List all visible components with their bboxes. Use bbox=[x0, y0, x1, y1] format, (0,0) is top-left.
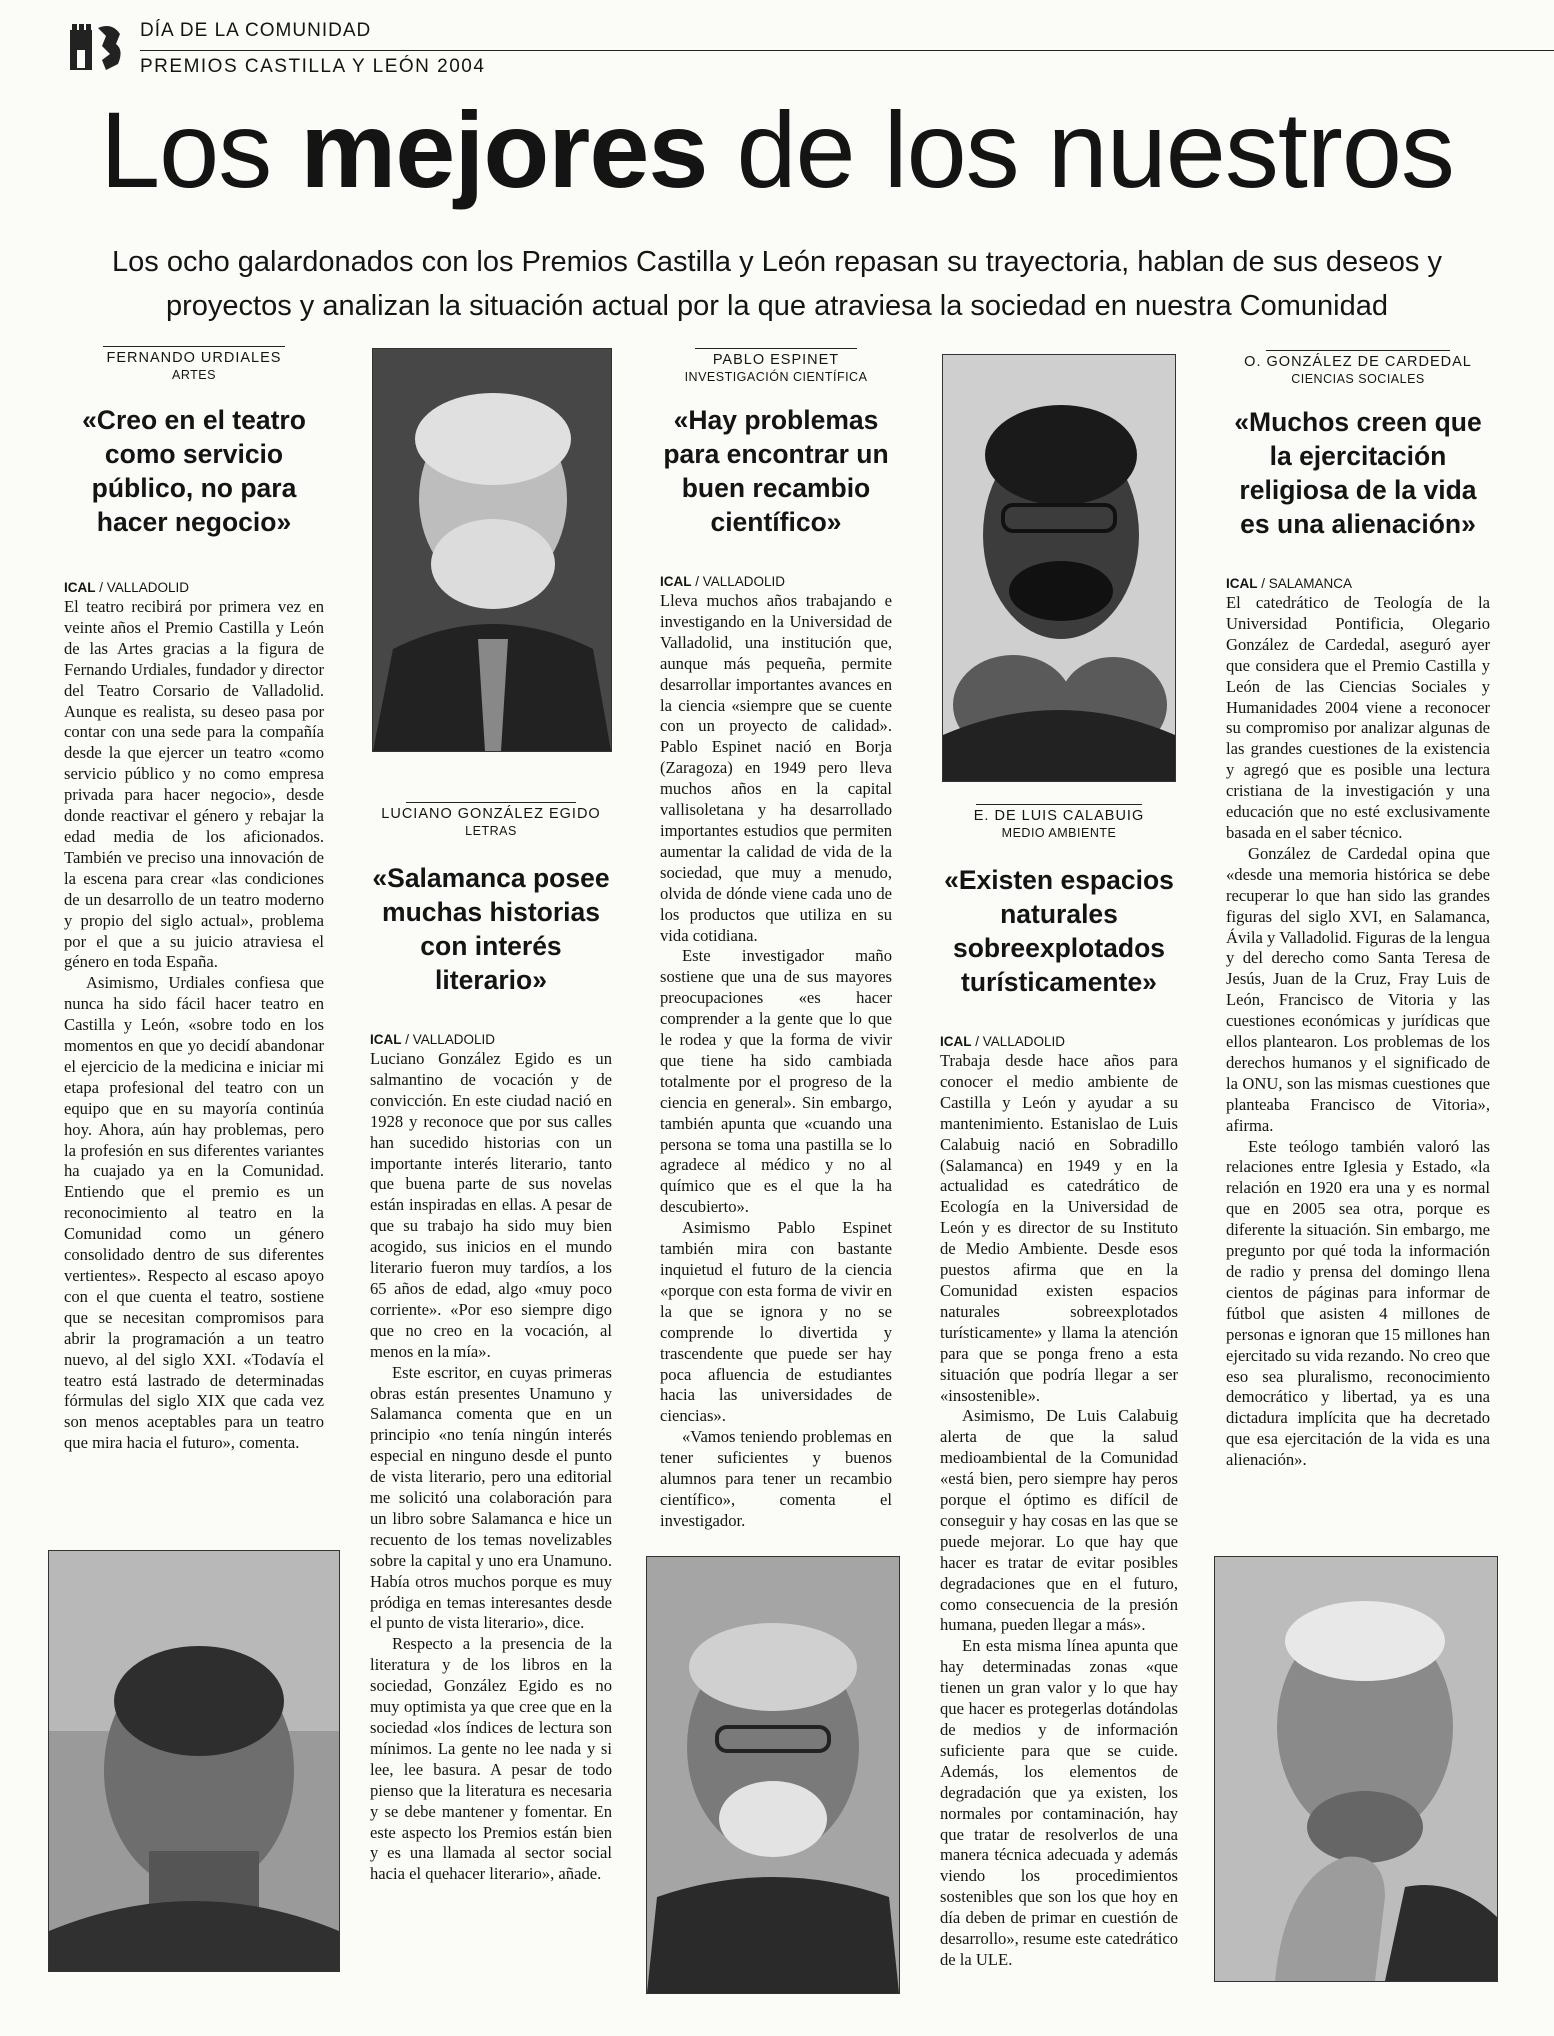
article-paragraph: En esta misma línea apunta que hay determinadas zonas «que tienen un gran valor y lo que hay que hacer es protegerlas dotándolas de medios y de información suficiente para que se cuide. Además, los elementos de degradación que ya existen, los normales por contaminación, hay que tratar de resolverlos de una manera técnica adecuada y además viendo los procedimientos sostenibles que son los que hoy en día deben de primar en cuestión de desarrollo», resume este catedrático de la ULE. bbox=[940, 1636, 1178, 1969]
article-paragraph: Trabaja desde hace años para conocer el medio ambiente de Castilla y León y ayudar a su mantenimiento. Estanislao de Luis Calabuig nació en Sobradillo (Salamanca) en 1949 y en la actualidad es catedrático de Ecología en la Universidad de León y es director de su Instituto de Medio Ambiente. Desde esos puestos afirma que en la Comunidad existen espacios naturales sobreexplotados turísticamente» y llama la atención para que se ponga freno a esta situación que podría llegar a ser «insostenible». bbox=[940, 1051, 1178, 1405]
dateline-agency: ICAL bbox=[1226, 576, 1258, 591]
article-paragraph: Asimismo Pablo Espinet también mira con bastante inquietud el futuro de la ciencia «porque con esta forma de vivir en la que se ignora y no se comprende lo divertida y trascendente que puede ser hay poca afluencia de estudiantes hacia las universidades de ciencias». bbox=[660, 1218, 892, 1426]
section-subtitle: PREMIOS CASTILLA Y LEÓN 2004 bbox=[140, 56, 486, 77]
dateline-agency: ICAL bbox=[660, 574, 692, 589]
photo-e-de-luis-calabuig bbox=[942, 354, 1176, 782]
pull-quote: «Hay problemas para encontrar un buen recambio científico» bbox=[663, 405, 889, 537]
byline-category: ARTES bbox=[172, 368, 216, 382]
page-headline bbox=[0, 89, 1554, 210]
article-paragraph: Lleva muchos años trabajando e investigando en la Universidad de Valladolid, una institución que, aunque más pequeña, permite desarrollar importantes avances en la ciencia «siempre que se cuente con un proyecto de calidad». Pablo Espinet nació en Borja (Zaragoza) en 1949 pero lleva muchos años en la capital vallisoletana y ha desarrollado importantes estudios que permiten aumentar la calidad de vida de la sociedad, que muy a menudo, olvida de dónde viene cada uno de los productos que utiliza en su vida cotidiana. bbox=[660, 591, 892, 945]
article-cardedal bbox=[1226, 350, 1490, 1471]
article-paragraph: Este teólogo también valoró las relaciones entre Iglesia y Estado, «la relación en 1920 era una y es normal que en 2005 sea otra, porque es diferente la situación. Sin embargo, me pregunto por qué toda la información de radio y prensa del domingo llena cientos de páginas para informar de fútbol que asisten 4 millones de personas e ignoran que 15 millones han ejercitado su vida rezando. No creo que eso sea pluralismo, reconocimiento democrático y libertad, ya es una dictadura implícita que ha decretado que esa ejercitación de la vida es una alienación». bbox=[1226, 1136, 1490, 1470]
castilla-leon-logo-icon bbox=[68, 20, 130, 74]
article-paragraph: Asimismo, De Luis Calabuig alerta de que la salud medioambiental de la Comunidad «está bien, pero siempre hay peros porque el óptimo es difícil de conseguir y hay cosas en las que se puede mejorar. Lo que hay que hacer es tratar de evitar posibles degradaciones que en el futuro, como consecuencia de la presión humana, pueden llegar a más». bbox=[940, 1406, 1178, 1635]
dateline-place: SALAMANCA bbox=[1268, 576, 1353, 591]
photo-pablo-espinet bbox=[646, 1556, 900, 1994]
byline-name bbox=[660, 348, 892, 369]
byline-text: PABLO ESPINET bbox=[712, 352, 840, 368]
byline-category: CIENCIAS SOCIALES bbox=[1291, 372, 1425, 386]
header-rule bbox=[140, 50, 1554, 51]
byline-name bbox=[370, 802, 612, 823]
dateline: ICAL / VALLADOLID bbox=[370, 1032, 496, 1047]
byline-category: LETRAS bbox=[465, 824, 517, 838]
page-header bbox=[68, 14, 1554, 76]
dateline-place: VALLADOLID bbox=[702, 574, 786, 589]
deck-text: Los ocho galardonados con los Premios Castilla y León repasan su trayectoria, hablan de sus deseos y proyectos y analizan la situación actual por la que atraviesa la sociedad en nuestra Comunidad bbox=[112, 246, 1442, 322]
byline-name bbox=[1226, 350, 1490, 371]
article-paragraph: El teatro recibirá por primera vez en veinte años el Premio Castilla y León de las Artes gracias a la figura de Fernando Urdiales, fundador y director del Teatro Corsario de Valladolid. Aunque es realista, su deseo pasa por contar con una sede para la compañía desde la que ejercer un teatro «como servicio público y no como empresa privada para hacer negocio», desde donde reactivar el género y rebajar la edad media de los aficionados. También ve preciso una innovación de la escena para crear «las condiciones de un desarrollo de un teatro moderno y propio del siglo actual», problema por el que a su juicio atraviesa el género en toda España. bbox=[64, 597, 324, 972]
pull-quote: «Salamanca posee muchas historias con interés literario» bbox=[372, 863, 610, 995]
article-calabuig bbox=[940, 804, 1178, 1971]
byline-text: O. GONZÁLEZ DE CARDEDAL bbox=[1244, 354, 1472, 370]
byline-name bbox=[64, 346, 324, 367]
pull-quote: «Existen espacios naturales sobreexplotados turísticamente» bbox=[944, 865, 1174, 997]
headline-part-1: Los bbox=[100, 89, 301, 210]
byline-text: E. DE LUIS CALABUIG bbox=[973, 808, 1145, 824]
byline-category: INVESTIGACIÓN CIENTÍFICA bbox=[684, 370, 868, 384]
dateline-agency: ICAL bbox=[370, 1032, 402, 1047]
article-paragraph: Respecto a la presencia de la literatura y de los libros en la sociedad, González Egido es no muy optimista ya que cree que en la sociedad «los índices de lectura son mínimos. La gente no lee nada y si lee, lee basura. A pesar de todo pienso que la literatura es necesaria y se debe mantener y fomentar. En este aspecto los Premios están bien y es una llamada al sector social hacia el quehacer literario», añade. bbox=[370, 1634, 612, 1884]
article-paragraph: Luciano González Egido es un salmantino de vocación y de convicción. En este ciudad nació en 1928 y reconoce que por sus calles han sucedido historias con un importante interés literario, tanto que buena parte de sus novelas están inspiradas en ellas. A pesar de que su trabajo ha sido muy bien acogido, sus inicios en el mundo literario fueron muy tardíos, a los 65 años de edad, algo «muy poco corriente». «Por eso siempre digo que no creo en la vocación, al menos en la mía». bbox=[370, 1049, 612, 1361]
byline-name bbox=[940, 804, 1178, 825]
dateline: ICAL / VALLADOLID bbox=[64, 580, 190, 595]
article-paragraph: El catedrático de Teología de la Universidad Pontificia, Olegario González de Cardedal, aseguró ayer que considera que el Premio Castilla y León de las Ciencias Sociales y Humanidades 2004 viene a reconocer su compromiso por analizar algunas de las grandes cuestiones de la existencia y agregó que es posible una lectura cristiana de la investigación y una educación que no esté exclusivamente basada en el saber técnico. bbox=[1226, 593, 1490, 842]
article-paragraph: Este investigador maño sostiene que una de sus mayores preocupaciones «es hacer comprender a la gente que lo que le rodea y que la forma de vivir que tiene ha sido cambiada totalmente por el progreso de la ciencia en general». Sin embargo, también apunta que «cuando una persona se toma una pastilla se lo agradece al médico y no al químico que es el que la ha descubierto». bbox=[660, 946, 892, 1217]
dateline-agency: ICAL bbox=[940, 1034, 972, 1049]
pull-quote: «Creo en el teatro como servicio público, no para hacer negocio» bbox=[82, 405, 306, 537]
byline-category: MEDIO AMBIENTE bbox=[1001, 826, 1117, 840]
article-espinet bbox=[660, 348, 892, 1532]
section-title: DÍA DE LA COMUNIDAD bbox=[140, 20, 372, 41]
article-egido bbox=[370, 802, 612, 1885]
dateline-place: VALLADOLID bbox=[412, 1032, 496, 1047]
byline-text: LUCIANO GONZÁLEZ EGIDO bbox=[381, 806, 601, 822]
pull-quote: «Muchos creen que la ejercitación religiosa de la vida es una alienación» bbox=[1234, 407, 1482, 539]
byline-text: FERNANDO URDIALES bbox=[106, 350, 282, 366]
article-paragraph: González de Cardedal opina que «desde una memoria histórica se debe recuperar lo que han sido las grandes figuras del siglo XVI, en Salamanca, Ávila y Valladolid. Figuras de la lengua y del derecho como Santa Teresa de Jesús, Juan de la Cruz, Fray Luis de León, Francisco de Vitoria y las cuestiones económicas y jurídicas que ellos plantearon. Los problemas de los derechos humanos y el significado de la ONU, son las mismas cuestiones que planteaba Francisco de Vitoria», afirma. bbox=[1226, 843, 1490, 1135]
dateline: ICAL / SALAMANCA bbox=[1226, 576, 1353, 591]
article-paragraph: Asimismo, Urdiales confiesa que nunca ha sido fácil hacer teatro en Castilla y León, «sobre todo en los momentos en que yo decidí abandonar el ejercicio de la medicina e iniciar mi etapa profesional del teatro con un equipo que en su mayoría continúa hoy. Ahora, aún hay problemas, pero la profesión en sus diferentes variantes ha cuajado ya en la Comunidad. Entiendo que el premio es un reconocimiento al teatro en la Comunidad como un género consolidado dentro de sus diferentes vertientes». Respecto al escaso apoyo con el que cuenta el teatro, sostiene que se necesitan compromisos para abrir la programación a un teatro nuevo, al del siglo XXI. «Todavía el teatro está lastrado de determinadas fórmulas del siglo XIX que cada vez son menos aceptables para un teatro que mira hacia el futuro», comenta. bbox=[64, 973, 324, 1453]
headline-part-2: de los nuestros bbox=[707, 89, 1454, 210]
article-paragraph: «Vamos teniendo problemas en tener suficientes y buenos alumnos para tener un recambio científico», comenta el investigador. bbox=[660, 1427, 892, 1530]
dateline-place: VALLADOLID bbox=[982, 1034, 1066, 1049]
dateline-place: VALLADOLID bbox=[106, 580, 190, 595]
article-paragraph: Este escritor, en cuyas primeras obras están presentes Unamuno y Salamanca comenta que en un principio «no tenía ningún interés especial en ninguno desde el punto de vista literario, pero una editorial me solicitó una colaboración para un libro sobre Salamanca e hice un recuento de los temas novelizables sobre la capital y uno era Unamuno. Había otros muchos porque es muy pródiga en temas interesantes desde el punto de vista literario», dice. bbox=[370, 1362, 612, 1633]
photo-fernando-urdiales bbox=[48, 1550, 340, 1972]
headline-bold: mejores bbox=[300, 89, 708, 210]
dateline: ICAL / VALLADOLID bbox=[940, 1034, 1066, 1049]
photo-luciano-gonzalez-egido bbox=[372, 348, 612, 752]
article-urdiales bbox=[64, 346, 324, 1454]
dateline: ICAL / VALLADOLID bbox=[660, 574, 786, 589]
dateline-agency: ICAL bbox=[64, 580, 96, 595]
photo-olegario-gonzalez-de-cardedal bbox=[1214, 1556, 1498, 1982]
